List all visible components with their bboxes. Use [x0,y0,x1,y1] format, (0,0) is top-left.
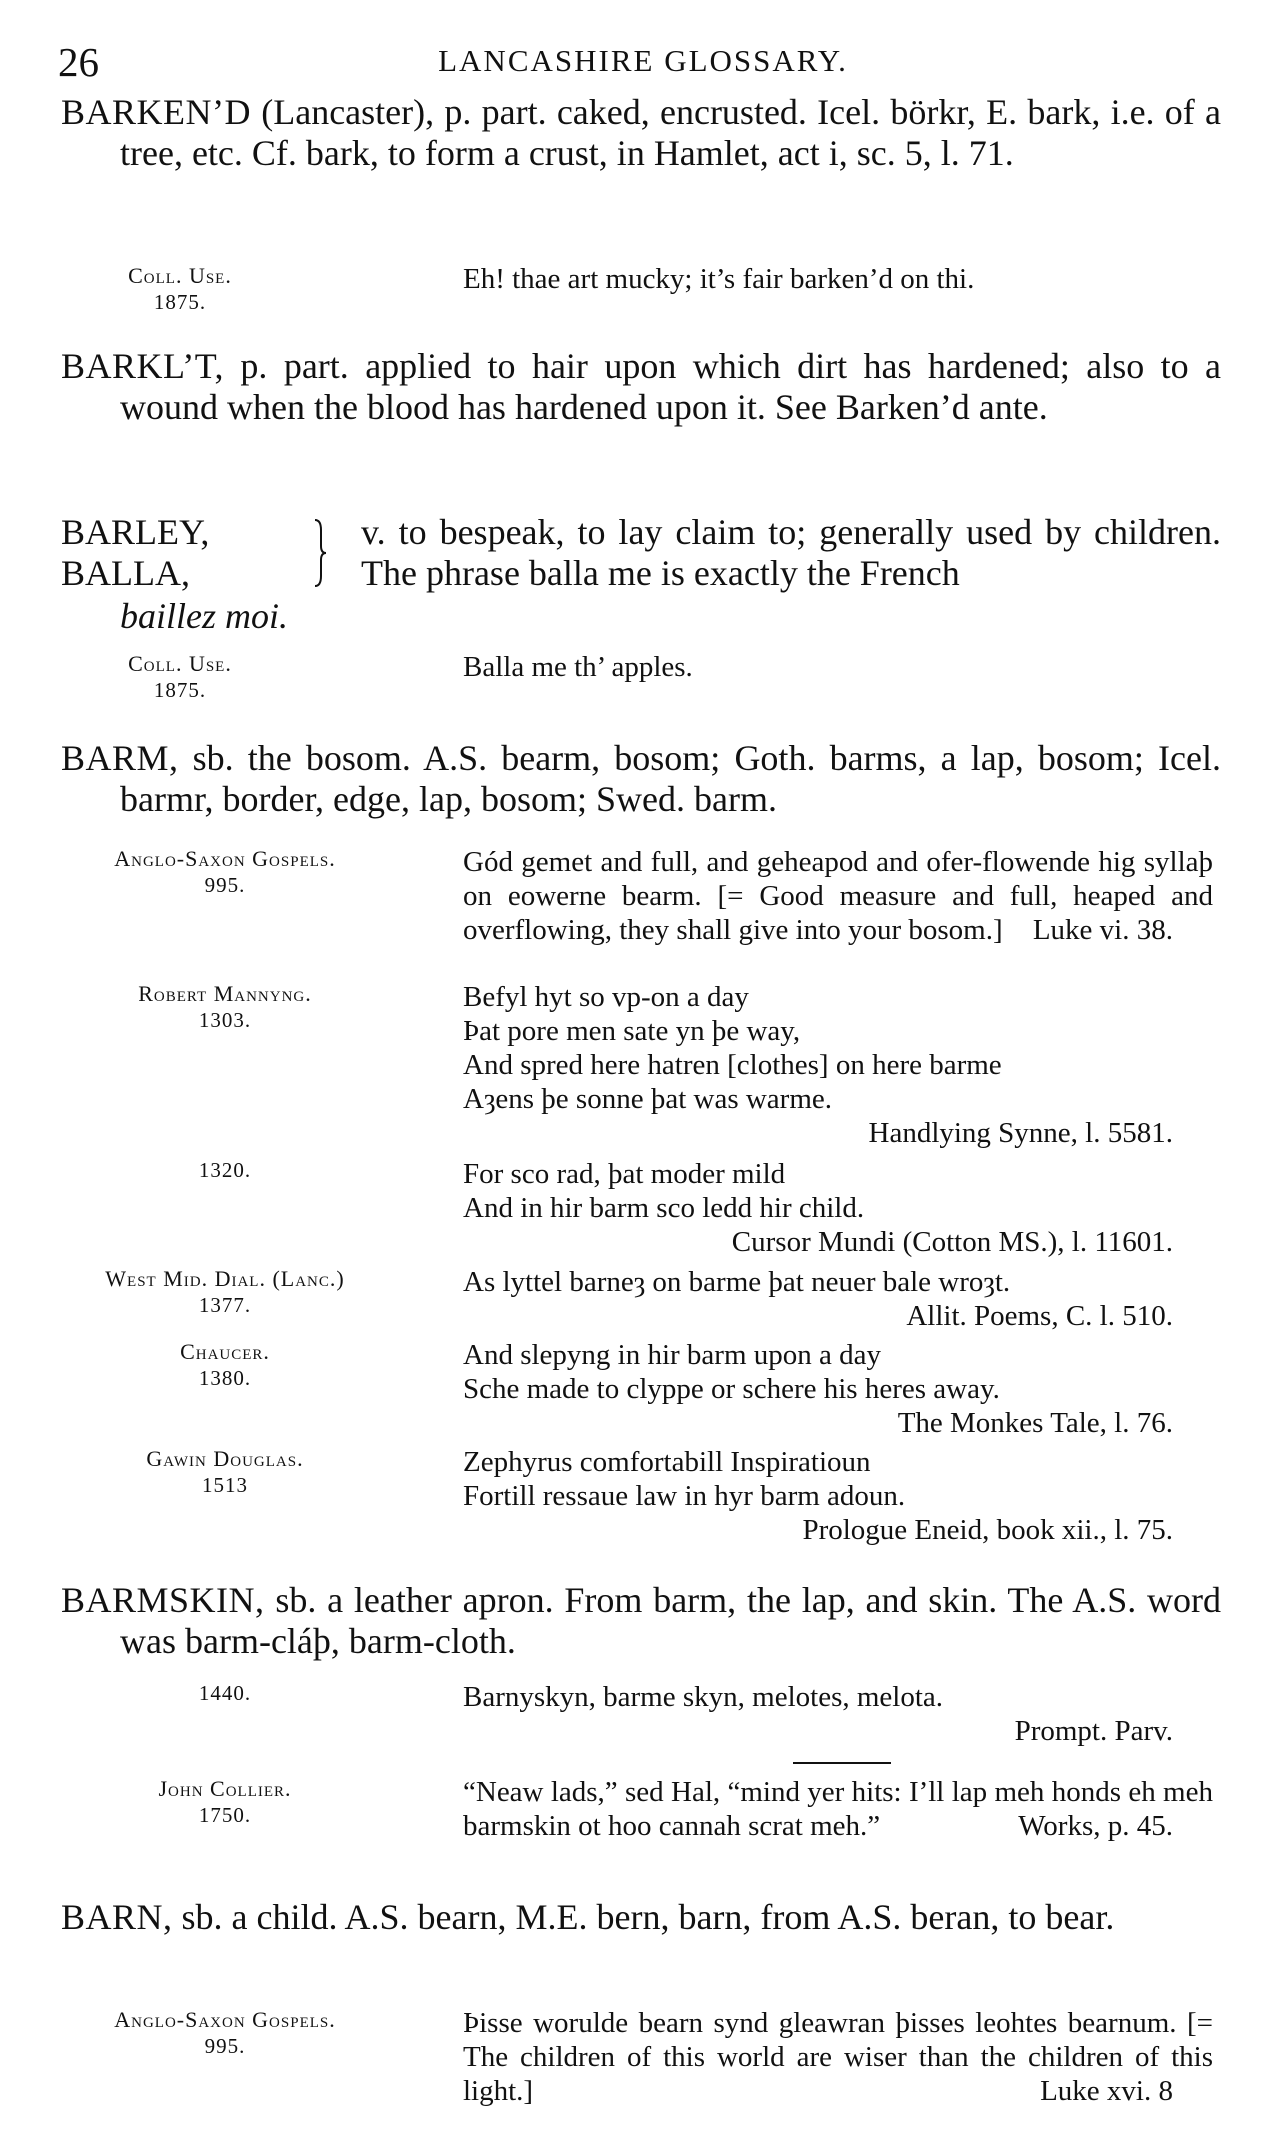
definition: (Lancaster), p. part. caked, encrusted. Icel. börkr, E. bark, i.e. of a tree, etc. Cf. bark, to form a crust, in Hamlet, act i, sc. 5, l. 71. [120,92,1221,173]
citation-source: Robert Mannyng. 1303. [138,981,312,1032]
entry-barmskin [61,1580,1221,1662]
brace-icon [313,518,327,588]
citation-text: As lyttel barneȝ on barme þat neuer bale wroȝt. Allit. Poems, C. l. 510. [463,1266,1173,1332]
citation-source: Chaucer. 1380. [180,1339,270,1390]
entry-barn [61,1897,1221,1938]
citation-text: “Neaw lads,” sed Hal, “mind yer hits: I’ll lap meh honds eh meh barmskin ot hoo cannah scrat meh.” Works, p. 45. [463,1776,1213,1842]
headword: BARMSKIN, [61,1580,265,1620]
citation-text: Eh! thae art mucky; it’s fair barken’d on thi. [463,263,975,295]
citation-text: Gód gemet and full, and geheapod and ofer-flowende hig syllaþ on eowerne bearm. [= Good measure and full, heaped and overflowing, they shall give into your bosom.] Luke vi. 38. [463,846,1213,946]
headword: BARN, [61,1897,173,1937]
citation-text: Barnyskyn, barme skyn, melotes, melota. Prompt. Parv. [463,1680,1213,1768]
entry-barkend [61,92,1221,174]
citation-source: John Collier. 1750. [158,1776,292,1827]
entry-barm [61,738,1221,820]
citation-text: For sco rad, þat moder mild And in hir barm sco ledd hir child. Cursor Mundi (Cotton MS.), l. 11601. [463,1158,1173,1258]
citation-source: 1320. [198,1158,252,1182]
citation-text: And slepyng in hir barm upon a day Sche made to clyppe or schere his heres away. The Monkes Tale, l. 76. [463,1339,1173,1439]
definition: p. part. applied to hair upon which dirt has hardened; also to a wound when the blood has hardened upon it. See Barken’d ante. [120,346,1221,427]
definition: sb. a child. A.S. bearn, M.E. bern, barn, from A.S. beran, to bear. [172,1897,1115,1937]
definition: v. to bespeak, to lay claim to; generally used by children. The phrase balla me is exactly the French [361,512,1221,593]
citation-source: Coll. Use. 1875. [128,651,232,702]
citation-text: Þisse worulde bearn synd gleawran þisses leohtes bearnum. [= The children of this world are wiser than the children of this light.] Luke xvi. 8 [463,2007,1213,2107]
entry-barklt [61,346,1221,428]
citation-source: Coll. Use. 1875. [128,263,232,314]
citation-text: Befyl hyt so vp-on a day Þat pore men sate yn þe way, And spred here hatren [clothes] on here barme Aȝens þe sonne þat was warme. Handlying Synne, l. 5581. [463,981,1173,1149]
running-head [58,38,1228,88]
citation-source: 1440. [198,1681,252,1705]
page-number: 26 [58,39,99,85]
citation-source: Anglo-Saxon Gospels. 995. [114,846,336,897]
headword-barley: BARLEY, [61,512,210,552]
entry-barley-balla [61,512,1221,642]
divider-rule [793,1762,891,1764]
headword-balla: BALLA, [61,553,190,593]
citation-source: Gawin Douglas. 1513 [146,1446,304,1497]
running-title: LANCASHIRE GLOSSARY. [438,43,848,78]
headword: BARM, [61,738,179,778]
citation-text: Zephyrus comfortabill Inspiratioun Fortill ressaue law in hyr barm adoun. Prologue Eneid, book xii., l. 75. [463,1446,1173,1546]
definition: sb. the bosom. A.S. bearm, bosom; Goth. barms, a lap, bosom; Icel. barmr, border, edge, lap, bosom; Swed. barm. [120,738,1221,819]
definition-continued: baillez moi. [120,596,288,636]
definition: sb. a leather apron. From barm, the lap, and skin. The A.S. word was barm-cláþ, barm-cloth. [120,1580,1221,1661]
citation-text: Balla me th’ apples. [463,651,693,683]
headword: BARKEN’D [61,92,251,132]
headword: BARKL’T, [61,346,225,386]
citation-source: West Mid. Dial. (Lanc.) 1377. [105,1266,345,1317]
citation-source: Anglo-Saxon Gospels. 995. [114,2007,336,2058]
